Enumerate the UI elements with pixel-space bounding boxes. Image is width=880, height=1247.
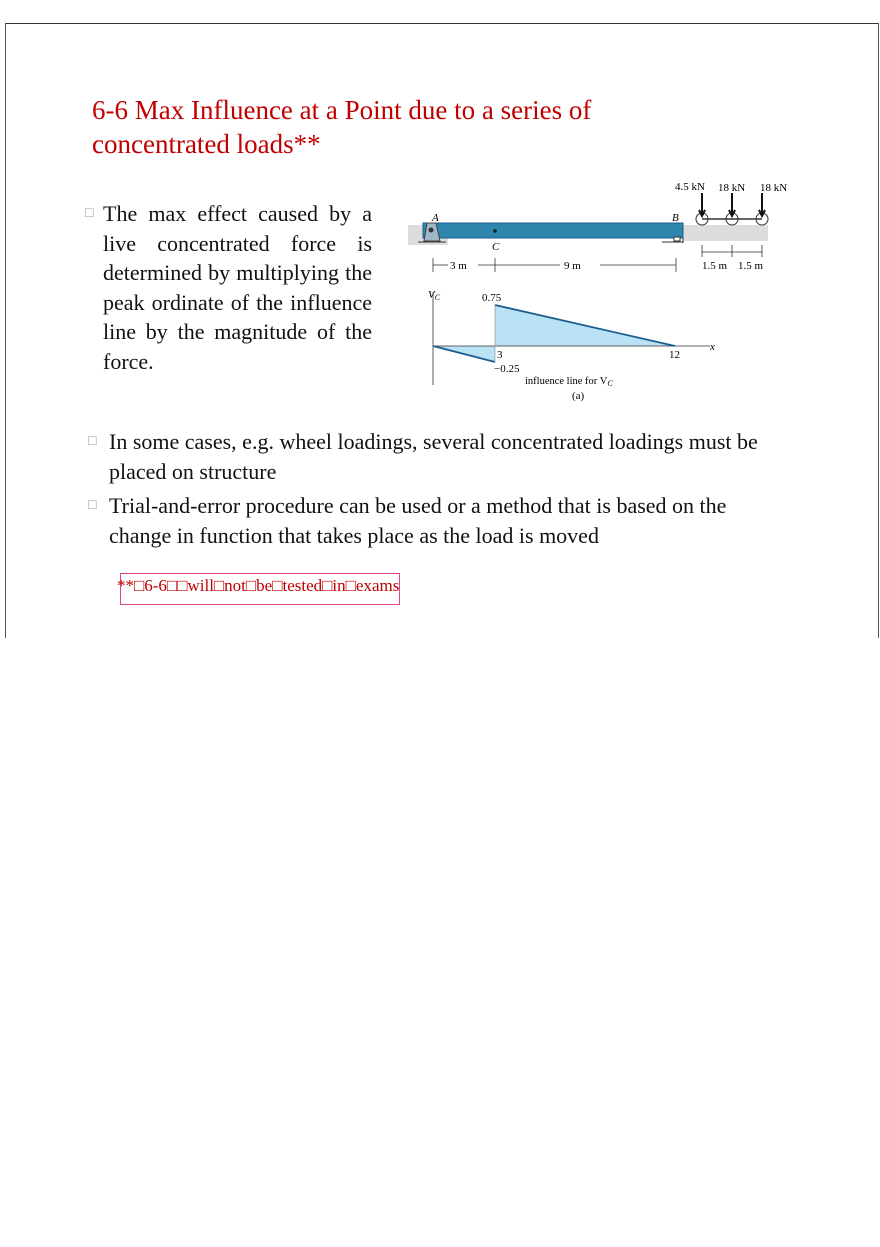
dim-cb: 9 m (564, 260, 581, 272)
dim-ac: 3 m (450, 260, 467, 272)
bullet-marker: □ (88, 434, 97, 449)
bullet-marker: □ (88, 498, 97, 513)
point-c-marker (493, 229, 497, 233)
x-at-c: 3 (497, 349, 503, 361)
bullet-text: The max effect caused by a live concentrated force is determined by multiplying the peak ordinate of the influence line by the magnitude of the force. (103, 201, 372, 374)
x-at-b: 12 (669, 349, 680, 361)
pin-icon (429, 228, 434, 233)
x-label: x (710, 341, 715, 353)
influence-line-figure (400, 175, 800, 405)
bullet-text: In some cases, e.g. wheel loadings, several concentrated loadings must be placed on structure (109, 429, 758, 484)
bullet-marker: □ (85, 206, 94, 221)
wheel-loads (696, 193, 768, 225)
figure-sublabel: (a) (572, 390, 585, 402)
y-label: VC (428, 289, 441, 302)
label-c: C (492, 241, 500, 253)
beam (423, 223, 683, 238)
figure-caption: influence line for VC (525, 376, 613, 388)
load-1: 4.5 kN (675, 181, 705, 193)
exam-note: **□6-6□□will□not□be□tested□in□exams (117, 576, 400, 595)
load-2: 18 kN (718, 182, 746, 194)
spacing-2: 1.5 m (738, 260, 764, 272)
ground-right (683, 225, 768, 241)
load-3: 18 kN (760, 182, 788, 194)
label-b: B (672, 212, 679, 224)
spacing-1: 1.5 m (702, 260, 728, 272)
slide-title: 6-6 Max Influence at a Point due to a series of concentrated loads** (92, 95, 592, 159)
peak-negative: −0.25 (494, 363, 520, 375)
peak-positive: 0.75 (482, 292, 502, 304)
roller-support-b (674, 237, 680, 241)
label-a: A (432, 212, 439, 224)
bullet-text: Trial-and-error procedure can be used or a method that is based on the change in function that takes place as the load is moved (109, 493, 727, 548)
